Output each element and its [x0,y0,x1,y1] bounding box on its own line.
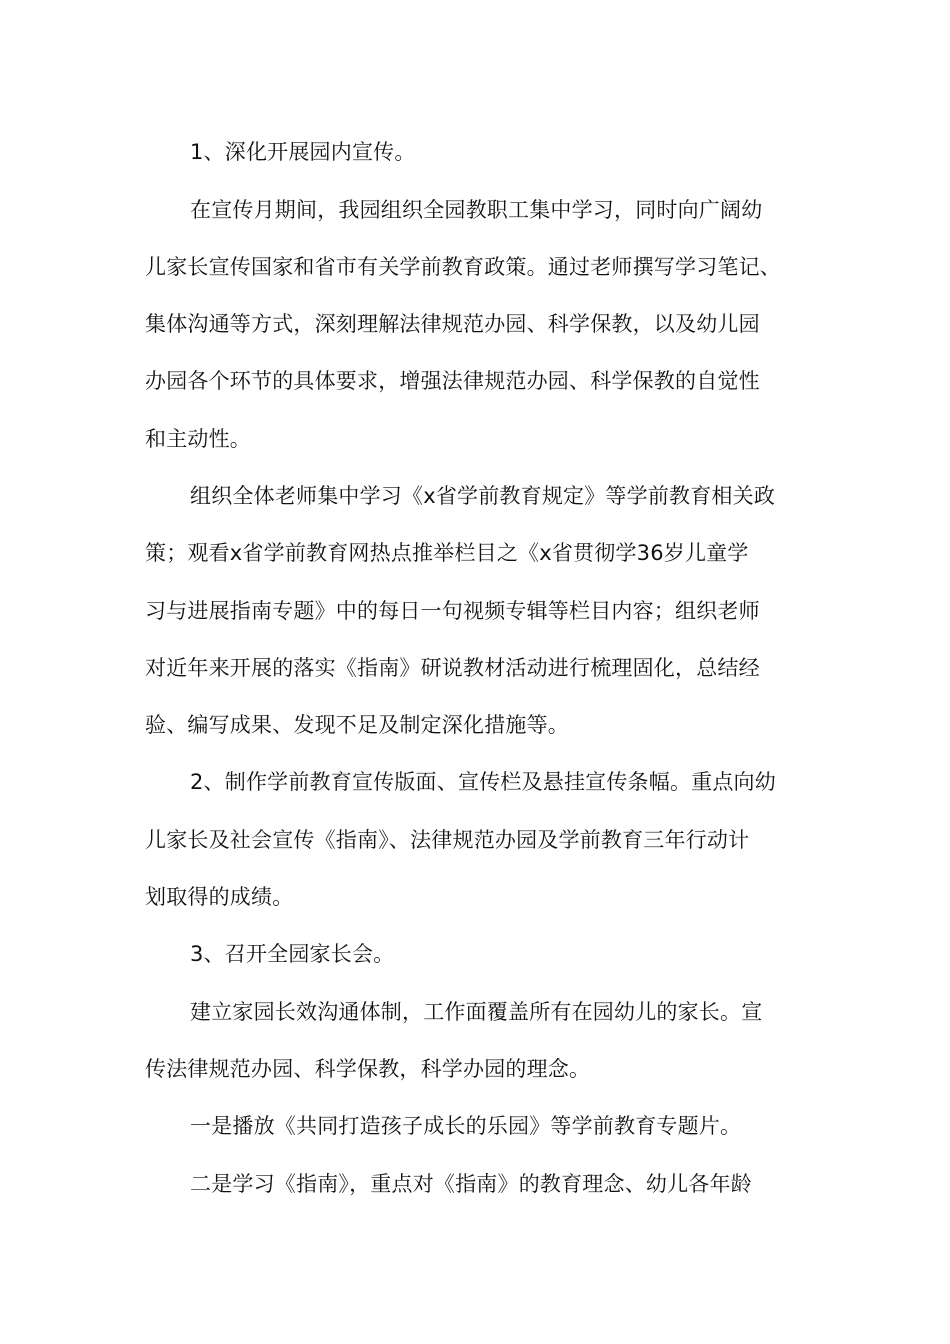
text-line-13: 儿家长及社会宣传《指南》、法律规范办园及学前教育三年行动计 [145,828,750,852]
text-line-19: 二是学习《指南》，重点对《指南》的教育理念、幼儿各年龄 [190,1172,752,1196]
text-line-3: 儿家长宣传国家和省市有关学前教育政策。通过老师撰写学习笔记、 [145,255,781,279]
text-line-7: 组织全体老师集中学习《x省学前教育规定》等学前教育相关政 [190,484,776,508]
text-line-12: 2、制作学前教育宣传版面、宣传栏及悬挂宣传条幅。重点向幼 [190,770,776,794]
text-line-16: 建立家园长效沟通体制，工作面覆盖所有在园幼儿的家长。宣 [190,1000,763,1024]
text-line-2: 在宣传月期间，我园组织全园教职工集中学习，同时向广阔幼 [190,198,763,222]
text-line-15: 3、召开全园家长会。 [190,942,395,966]
text-line-11: 验、编写成果、发现不足及制定深化措施等。 [145,713,569,737]
text-line-1: 1、深化开展园内宣传。 [190,140,416,164]
text-line-14: 划取得的成绩。 [145,885,294,909]
text-line-8: 策；观看x省学前教育网热点推举栏目之《x省贯彻学36岁儿童学 [145,541,749,565]
text-line-18: 一是播放《共同打造孩子成长的乐园》等学前教育专题片。 [190,1114,742,1138]
text-line-17: 传法律规范办园、科学保教，科学办园的理念。 [145,1057,591,1081]
text-line-9: 习与进展指南专题》中的每日一句视频专辑等栏目内容；组织老师 [145,599,760,623]
text-line-5: 办园各个环节的具体要求，增强法律规范办园、科学保教的自觉性 [145,369,760,393]
text-line-6: 和主动性。 [145,427,251,451]
text-line-10: 对近年来开展的落实《指南》研说教材活动进行梳理固化，总结经 [145,656,760,680]
text-line-4: 集体沟通等方式，深刻理解法律规范办园、科学保教，以及幼儿园 [145,312,760,336]
